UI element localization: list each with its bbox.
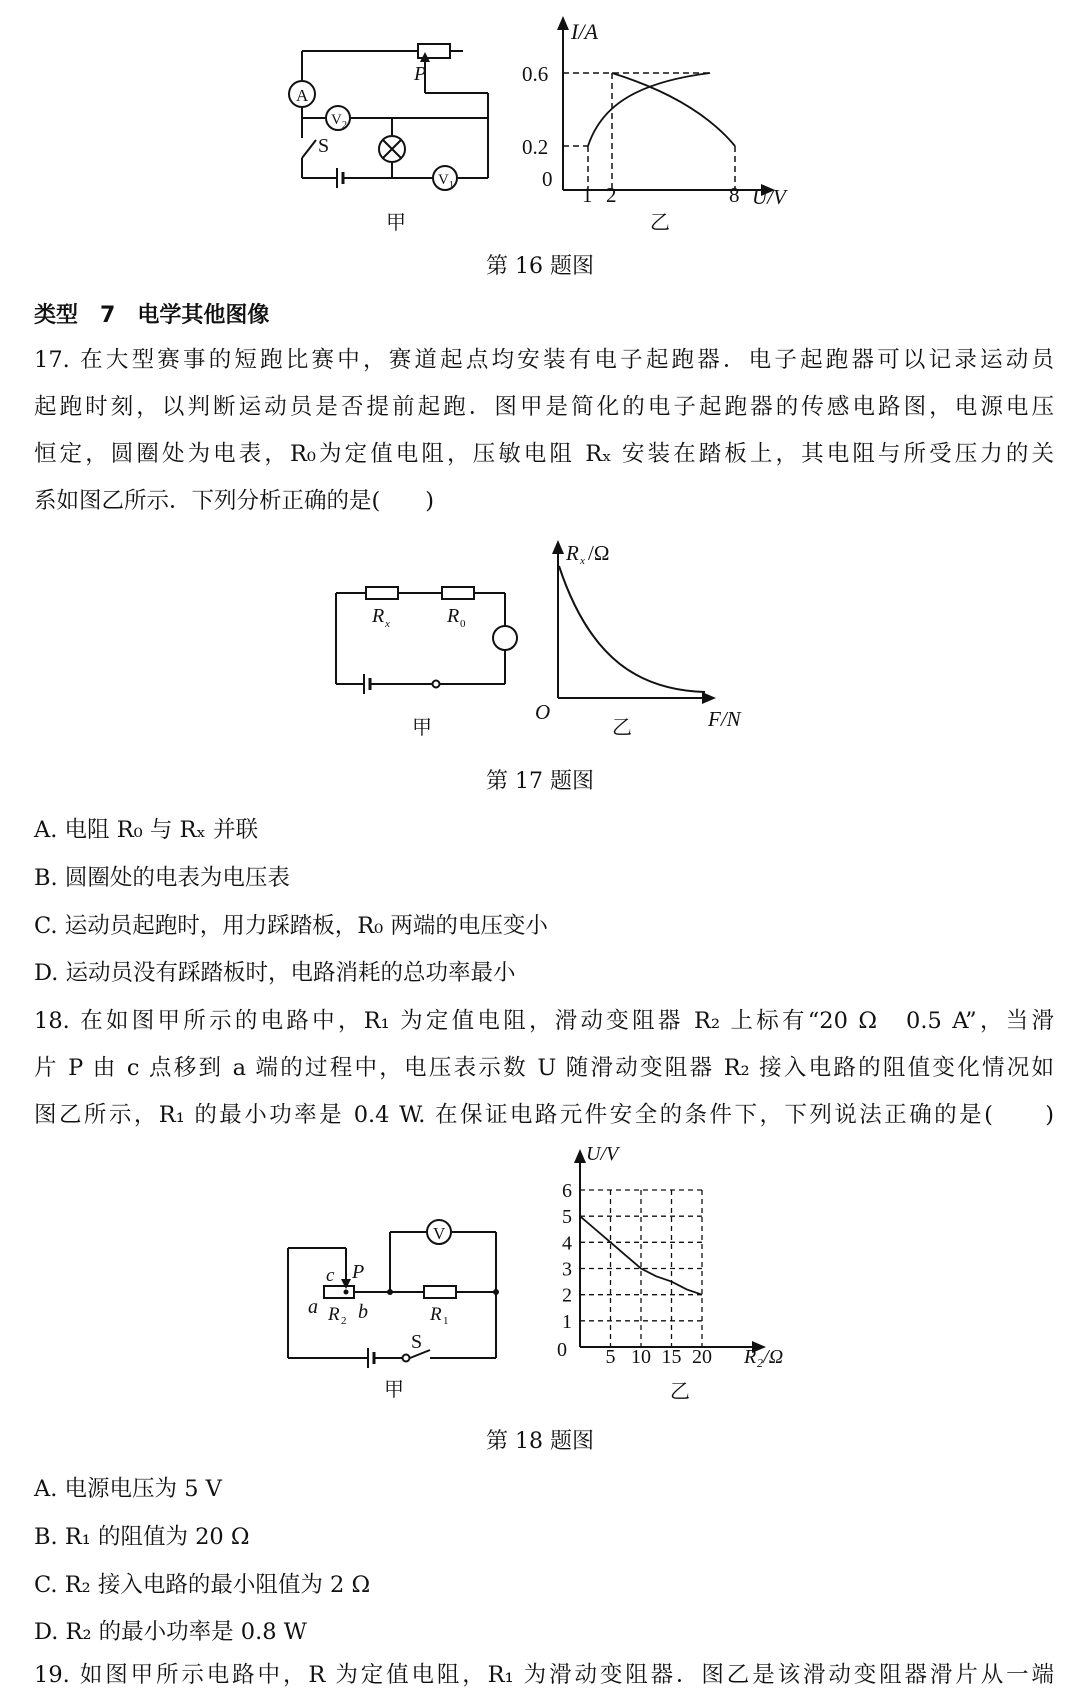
svg-text:8: 8 — [729, 183, 740, 207]
q17-caption: 第 17 题图 — [486, 769, 594, 794]
svg-text:2: 2 — [341, 1315, 347, 1327]
q16-caption: 第 16 题图 — [486, 254, 594, 279]
svg-text:R: R — [447, 605, 460, 627]
q19-line-1: 19. 如图甲所示电路中，R 为定值电阻，R₁ 为滑动变阻器．图乙是该滑动变阻器滑片从一端 — [34, 1662, 1054, 1688]
svg-text:b: b — [358, 1301, 368, 1323]
q17-option-b[interactable]: B. 圆圈处的电表为电压表 — [34, 865, 290, 891]
svg-text:x: x — [385, 618, 390, 630]
svg-text:R: R — [372, 605, 385, 627]
section-type: 类型 — [34, 303, 79, 328]
q18-x-axis-label: R₂/Ω — [744, 1346, 784, 1368]
y-tick-label: 6 — [562, 1180, 572, 1202]
q17-option-c[interactable]: C. 运动员起跑时，用力踩踏板，R₀ 两端的电压变小 — [34, 913, 548, 939]
svg-text:1: 1 — [582, 183, 593, 207]
y-tick-label: 4 — [562, 1232, 572, 1255]
svg-text:V: V — [331, 112, 342, 128]
svg-text:1: 1 — [449, 180, 454, 191]
x-tick-label: 5 — [605, 1346, 616, 1368]
y-tick-label: 2 — [562, 1284, 572, 1307]
q17-line-2: 起跑时刻，以判断运动员是否提前起跑．图甲是简化的电子起跑器的传感电路图，电源电压 — [34, 394, 1054, 420]
svg-text:乙: 乙 — [612, 717, 632, 739]
svg-text:/Ω: /Ω — [588, 541, 610, 565]
section-number: 7 — [100, 303, 116, 328]
svg-text:R: R — [328, 1304, 340, 1325]
svg-text:0.6: 0.6 — [522, 62, 549, 86]
svg-text:c: c — [326, 1265, 335, 1286]
q18-option-a[interactable]: A. 电源电压为 5 V — [34, 1476, 222, 1502]
svg-text:P: P — [414, 63, 427, 85]
q17-option-a[interactable]: A. 电阻 R₀ 与 Rₓ 并联 — [34, 817, 259, 843]
svg-text:R: R — [430, 1304, 442, 1325]
q18-y-axis-label: U/V — [586, 1143, 619, 1165]
svg-text:甲: 甲 — [412, 717, 432, 739]
q18-line-3: 图乙所示，R₁ 的最小功率是 0.4 W. 在保证电路元件安全的条件下，下列说法正确的是( ) — [34, 1102, 1054, 1128]
q17-line-3: 恒定，圆圈处为电表，R₀为定值电阻，压敏电阻 Rₓ 安装在踏板上，其电阻与所受压力的关 — [34, 441, 1054, 467]
svg-text:0: 0 — [542, 167, 553, 191]
svg-text:V: V — [438, 172, 449, 188]
y-tick-label: 5 — [562, 1206, 572, 1229]
svg-text:I/A: I/A — [571, 19, 598, 44]
svg-text:0.2: 0.2 — [522, 135, 549, 159]
svg-text:U/V: U/V — [752, 185, 786, 209]
svg-text:2: 2 — [342, 120, 347, 131]
q18-origin: 0 — [557, 1339, 567, 1361]
svg-text:甲: 甲 — [384, 1379, 404, 1401]
svg-text:S: S — [411, 1331, 423, 1353]
y-tick-label: 1 — [562, 1310, 572, 1333]
section-title: 电学其他图像 — [137, 303, 270, 328]
q18-option-d[interactable]: D. R₂ 的最小功率是 0.8 W — [34, 1619, 307, 1645]
q17-line-1: 17. 在大型赛事的短跑比赛中，赛道起点均安装有电子起跑器．电子起跑器可以记录运动员 — [34, 347, 1054, 373]
svg-text:V: V — [433, 1224, 446, 1243]
svg-text:P: P — [352, 1261, 365, 1283]
y-tick-label: 3 — [562, 1258, 572, 1281]
svg-text:0: 0 — [460, 618, 466, 630]
svg-text:2: 2 — [606, 183, 617, 207]
svg-text:乙: 乙 — [650, 212, 670, 234]
svg-text:1: 1 — [443, 1315, 449, 1327]
svg-text:x: x — [580, 555, 585, 567]
q18-option-b[interactable]: B. R₁ 的阻值为 20 Ω — [34, 1524, 250, 1550]
q18-caption: 第 18 题图 — [486, 1429, 594, 1454]
x-tick-label: 20 — [692, 1346, 712, 1368]
svg-text:R: R — [566, 541, 579, 565]
q18-line-1: 18. 在如图甲所示的电路中，R₁ 为定值电阻，滑动变阻器 R₂ 上标有“20 Ω 0.5 A”，当滑 — [34, 1008, 1054, 1034]
svg-text:S: S — [318, 135, 330, 157]
q17-line-4: 系如图乙所示．下列分析正确的是( ) — [34, 488, 435, 514]
q18-line-2: 片 P 由 c 点移到 a 端的过程中，电压表示数 U 随滑动变阻器 R₂ 接入电路的阻值变化情况如 — [34, 1055, 1054, 1081]
q17-option-d[interactable]: D. 运动员没有踩踏板时，电路消耗的总功率最小 — [34, 960, 516, 986]
svg-text:O: O — [535, 700, 551, 724]
svg-text:F/N: F/N — [708, 707, 741, 731]
q18-graph-sublabel: 乙 — [670, 1381, 690, 1403]
q18-option-c[interactable]: C. R₂ 接入电路的最小阻值为 2 Ω — [34, 1572, 371, 1598]
svg-text:A: A — [296, 86, 309, 105]
x-tick-label: 15 — [661, 1346, 682, 1368]
svg-text:甲: 甲 — [386, 212, 406, 234]
svg-text:a: a — [308, 1296, 318, 1318]
x-tick-label: 10 — [631, 1346, 651, 1368]
